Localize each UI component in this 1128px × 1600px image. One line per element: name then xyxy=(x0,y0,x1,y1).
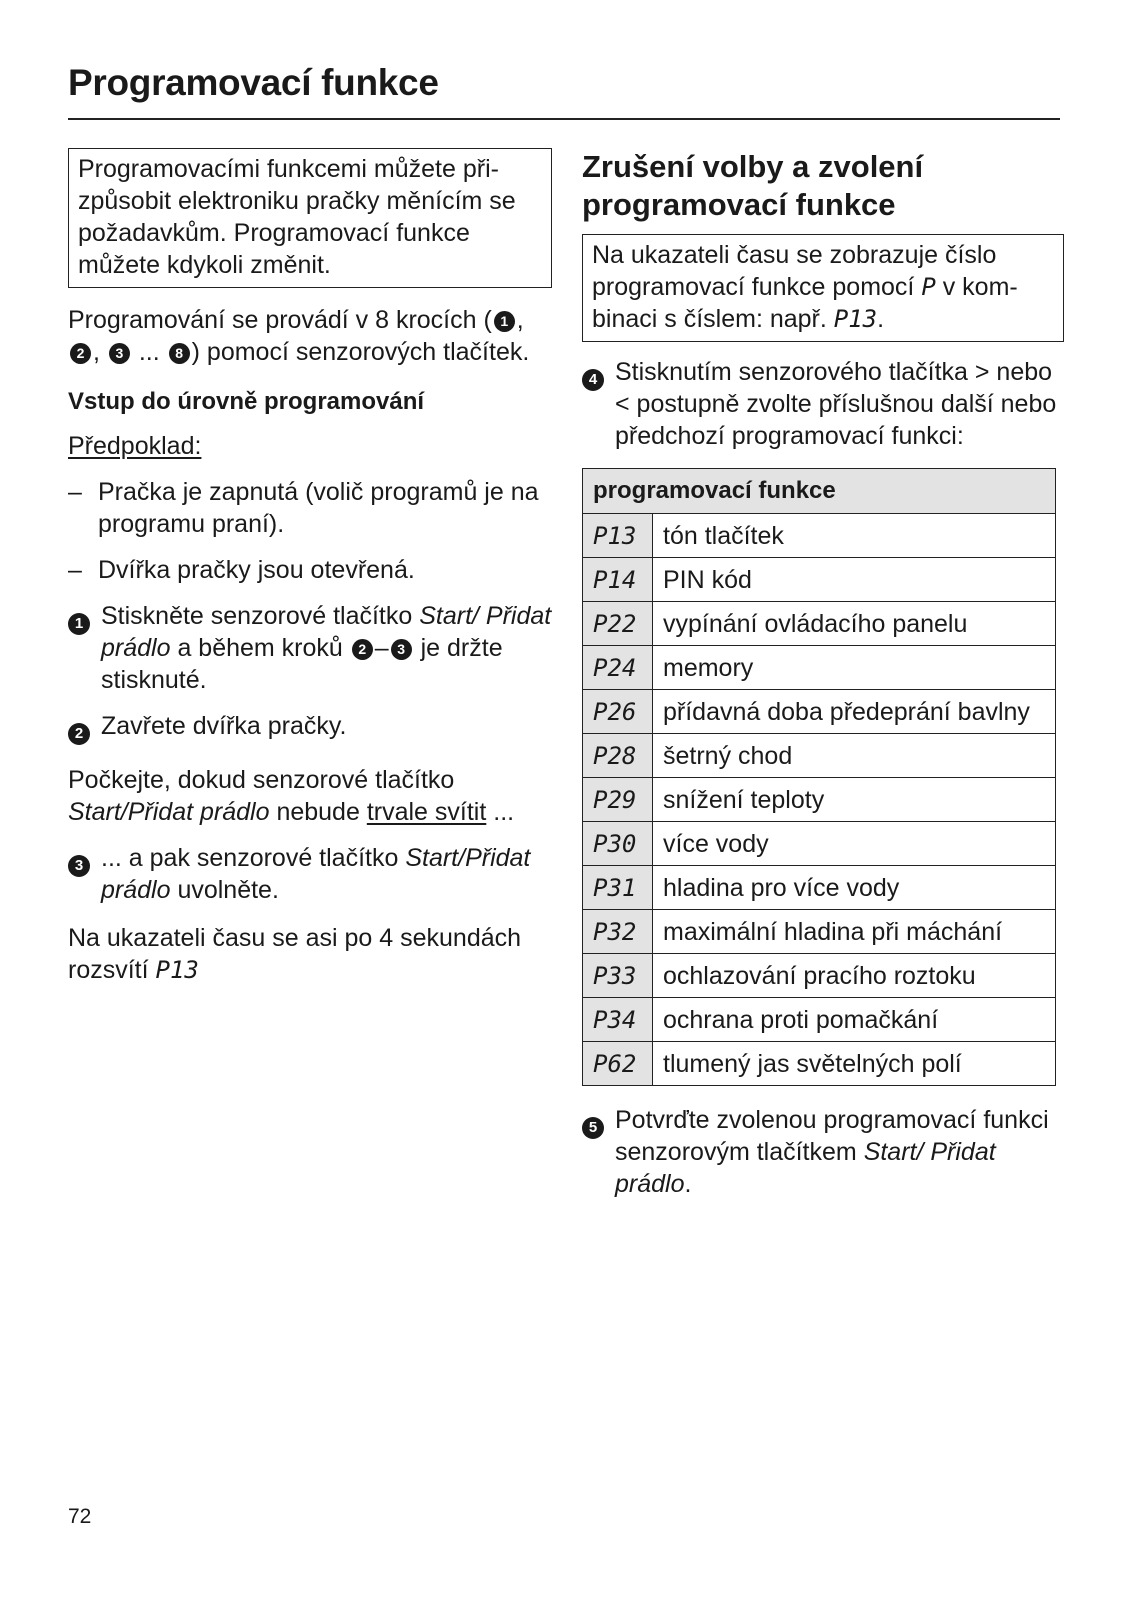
button-name: Start/ Přidat prádlo xyxy=(615,1138,996,1198)
right-heading: Zrušení volby a zvolení programovací funkce xyxy=(582,149,924,222)
step-text: . xyxy=(684,1170,692,1198)
table-row xyxy=(583,822,1056,866)
display-code: P13 xyxy=(155,956,199,984)
function-name: maximální hladina při máchání xyxy=(653,910,1056,954)
steps-intro-separator: , xyxy=(516,306,524,334)
step-circle-icon: 3 xyxy=(391,639,412,660)
function-code: P13 xyxy=(583,514,653,558)
step-text: Potvrďte zvolenou programovací funkci senzorovým tlačítkem xyxy=(615,1106,1049,1166)
precondition-text: Pračka je zapnutá (volič programů je na programu praní). xyxy=(98,478,539,538)
table-row xyxy=(583,910,1056,954)
function-name: přídavná doba předeprání bavlny xyxy=(653,690,1056,734)
functions-table-body xyxy=(583,514,1056,1086)
closing-text: Na ukazateli času se asi po 4 sekundách rozsvítí xyxy=(68,924,522,984)
step-text: je držte stisknuté. xyxy=(101,634,503,694)
step-5-text xyxy=(615,1104,1064,1200)
precondition-text: Dvířka pračky jsou otevřená. xyxy=(98,556,415,584)
precondition-item xyxy=(68,476,552,540)
page-number: 72 xyxy=(68,1505,92,1528)
wait-paragraph xyxy=(68,764,552,828)
table-row xyxy=(583,1042,1056,1086)
function-code: P29 xyxy=(583,778,653,822)
step-2 xyxy=(68,710,552,748)
function-name: tlumený jas světelných polí xyxy=(653,1042,1056,1086)
right-column xyxy=(582,148,1064,1200)
steps-intro-separator: , xyxy=(93,338,100,366)
info-box xyxy=(582,234,1064,342)
step-1 xyxy=(68,600,552,696)
step-number-icon: 5 xyxy=(582,1117,604,1139)
step-text: ... a pak senzorové tlačítko xyxy=(101,844,406,872)
step-circle-1-icon: 1 xyxy=(494,311,515,332)
steps-intro-text-end: ) pomocí senzorových tlačítek. xyxy=(191,338,530,366)
table-row xyxy=(583,734,1056,778)
wait-text: nebude xyxy=(269,798,367,826)
display-code: P13 xyxy=(833,305,878,333)
step-number-icon: 1 xyxy=(68,613,90,635)
dash-bullet: – xyxy=(68,556,82,584)
step-circle-3-icon: 3 xyxy=(109,343,130,364)
dash-bullet: – xyxy=(68,478,82,506)
steps-intro xyxy=(68,304,552,368)
steps-intro-ellipsis: ... xyxy=(131,338,160,366)
left-column xyxy=(68,148,552,986)
button-name: Start/Přidat prádlo xyxy=(101,844,531,904)
table-row xyxy=(583,954,1056,998)
step-number-icon: 2 xyxy=(68,723,90,745)
title-divider xyxy=(68,118,1060,120)
step-3-text xyxy=(101,842,552,906)
step-circle-icon: 2 xyxy=(352,639,373,660)
table-row xyxy=(583,602,1056,646)
range-dash: – xyxy=(374,634,389,662)
table-row xyxy=(583,866,1056,910)
function-code: P28 xyxy=(583,734,653,778)
function-code: P26 xyxy=(583,690,653,734)
table-row xyxy=(583,514,1056,558)
function-name: memory xyxy=(653,646,1056,690)
step-number-icon: 4 xyxy=(582,369,604,391)
step-number-icon: 3 xyxy=(68,855,90,877)
step-4 xyxy=(582,356,1064,452)
wait-text: ... xyxy=(486,798,515,826)
table-header: programovací funkce xyxy=(583,469,1056,514)
wait-text: Počkejte, dokud senzorové tlačítko xyxy=(68,766,455,794)
function-code: P34 xyxy=(583,998,653,1042)
intro-box xyxy=(68,148,552,288)
function-name: hladina pro více vody xyxy=(653,866,1056,910)
table-row xyxy=(583,646,1056,690)
display-code: P xyxy=(921,273,936,301)
function-code: P22 xyxy=(583,602,653,646)
step-text: uvolněte. xyxy=(170,876,279,904)
intro-text: Programovacími funkcemi můžete přizpůsobit elektroniku pračky měnícím se požadavkům. Programovací funkce můžete kdykoli změnit. xyxy=(78,155,516,279)
step-4-text: Stisknutím senzorového tlačítka > nebo < postupně zvolte příslušnou další nebo předchozí programovací funkci: xyxy=(615,358,1057,450)
closing-paragraph xyxy=(68,922,552,986)
step-3 xyxy=(68,842,552,906)
function-name: tón tlačítek xyxy=(653,514,1056,558)
precondition-label: Předpoklad: xyxy=(68,432,202,460)
page-title: Programovací funkce xyxy=(68,62,439,103)
step-circle-2-icon: 2 xyxy=(70,343,91,364)
function-code: P33 xyxy=(583,954,653,998)
wait-emphasis: trvale svítit xyxy=(366,798,487,826)
info-text: Na ukazateli času se zobrazuje číslo programovací funkce pomocí xyxy=(592,241,997,301)
table-row xyxy=(583,558,1056,602)
function-code: P32 xyxy=(583,910,653,954)
function-name: snížení teploty xyxy=(653,778,1056,822)
step-circle-8-icon: 8 xyxy=(169,343,190,364)
function-name: šetrný chod xyxy=(653,734,1056,778)
function-code: P31 xyxy=(583,866,653,910)
function-name: více vody xyxy=(653,822,1056,866)
table-row xyxy=(583,998,1056,1042)
button-name: Start/Přidat prádlo xyxy=(68,798,270,826)
function-code: P14 xyxy=(583,558,653,602)
step-2-text: Zavřete dvířka pračky. xyxy=(101,712,347,740)
function-name: ochrana proti pomačkání xyxy=(653,998,1056,1042)
function-name: ochlazování pracího roztoku xyxy=(653,954,1056,998)
precondition-item xyxy=(68,554,552,586)
table-row xyxy=(583,778,1056,822)
table-row xyxy=(583,690,1056,734)
step-1-text xyxy=(101,600,552,696)
steps-intro-text: Programování se provádí v 8 krocích ( xyxy=(68,306,492,334)
function-code: P62 xyxy=(583,1042,653,1086)
button-name: Start/ Přidat prádlo xyxy=(101,602,552,662)
functions-table xyxy=(582,468,1056,1086)
function-code: P24 xyxy=(583,646,653,690)
step-text: Stiskněte senzorové tlačítko xyxy=(101,602,420,630)
step-5 xyxy=(582,1104,1064,1200)
info-text: v kombinaci s číslem: např. xyxy=(592,273,1018,333)
info-text: . xyxy=(877,305,885,333)
table-header-row xyxy=(583,469,1056,514)
function-name: vypínání ovládacího panelu xyxy=(653,602,1056,646)
function-name: PIN kód xyxy=(653,558,1056,602)
function-code: P30 xyxy=(583,822,653,866)
step-text: a během kroků xyxy=(170,634,350,662)
section-heading: Vstup do úrovně programování xyxy=(68,388,425,415)
